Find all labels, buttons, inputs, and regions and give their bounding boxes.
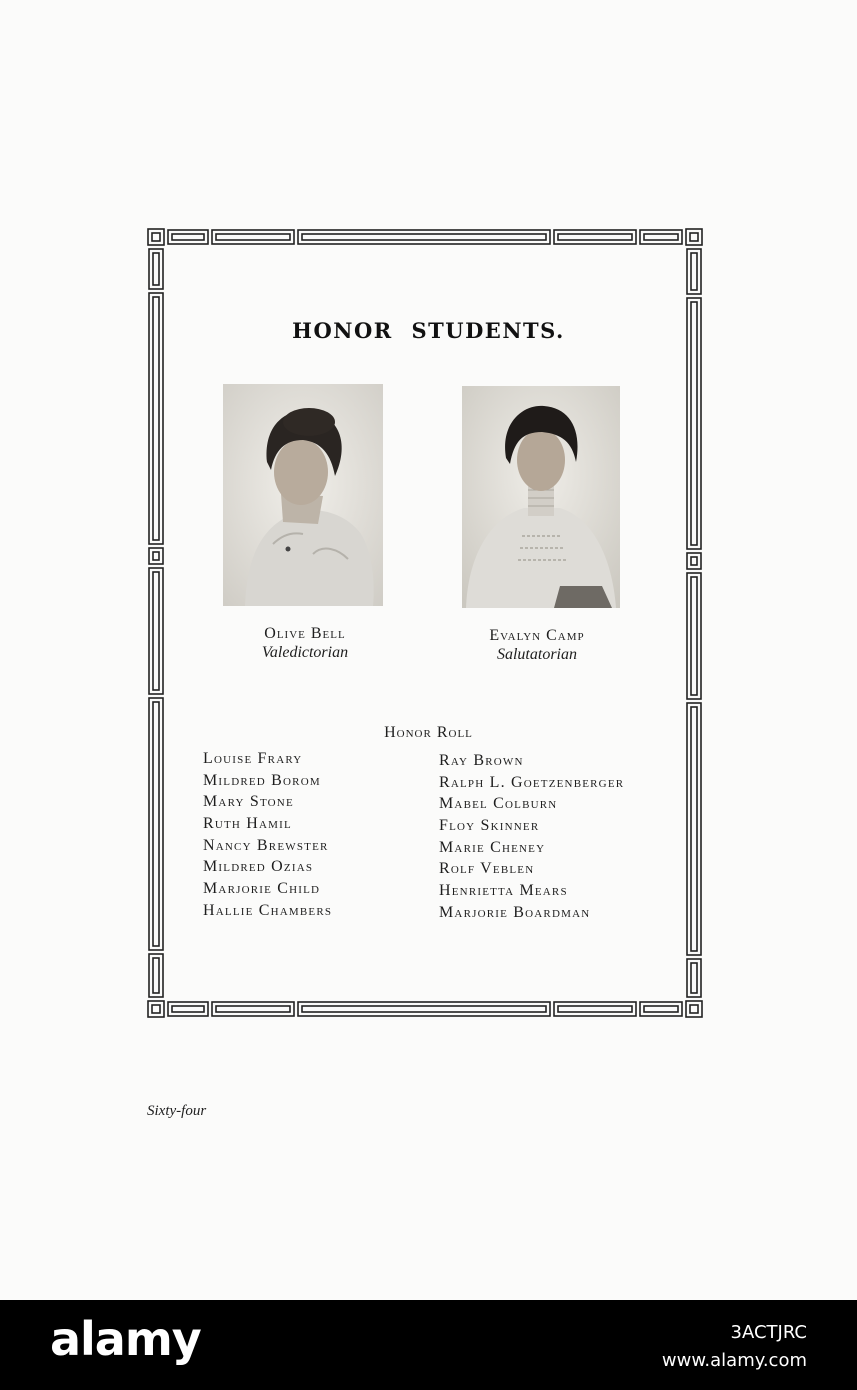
student-name: Olive Bell — [264, 625, 346, 642]
list-item: Henrietta Mears — [439, 882, 568, 900]
list-item: Floy Skinner — [439, 817, 540, 835]
alamy-logo: alamy — [50, 1312, 201, 1366]
list-item: Hallie Chambers — [203, 901, 333, 919]
list-item: Mabel Colburn — [439, 795, 558, 813]
student-role: Salutatorian — [496, 646, 577, 663]
list-item: Mildred Borom — [203, 771, 321, 789]
honor-roll-heading: Honor Roll — [384, 724, 473, 741]
list-item: Ray Brown — [439, 752, 524, 769]
list-item: Nancy Brewster — [203, 836, 329, 854]
list-item: Ralph L. Goetzenberger — [439, 773, 625, 791]
list-item: Mary Stone — [203, 793, 294, 811]
page-title: HONOR STUDENTS. — [292, 318, 565, 343]
list-item: Louise Frary — [203, 750, 303, 767]
caption-salutatorian — [417, 626, 657, 664]
watermark-url: www.alamy.com — [661, 1350, 807, 1371]
image-id: 3ACTJRC — [730, 1322, 807, 1343]
list-item: Marie Cheney — [439, 838, 546, 856]
list-item: Marjorie Boardman — [439, 903, 591, 921]
honor-roll-right-column — [439, 750, 624, 924]
page-number: Sixty-four — [147, 1103, 207, 1119]
portrait-photo-salutatorian — [462, 386, 620, 608]
student-role: Valedictorian — [261, 644, 349, 661]
student-name: Evalyn Camp — [489, 627, 585, 644]
list-item: Mildred Ozias — [203, 858, 314, 876]
list-item: Rolf Veblen — [439, 860, 535, 878]
list-item: Marjorie Child — [203, 880, 321, 898]
caption-valedictorian — [185, 624, 425, 662]
list-item: Ruth Hamil — [203, 815, 292, 833]
portrait-photo-valedictorian — [223, 384, 383, 606]
honor-roll-left-column — [203, 748, 332, 922]
